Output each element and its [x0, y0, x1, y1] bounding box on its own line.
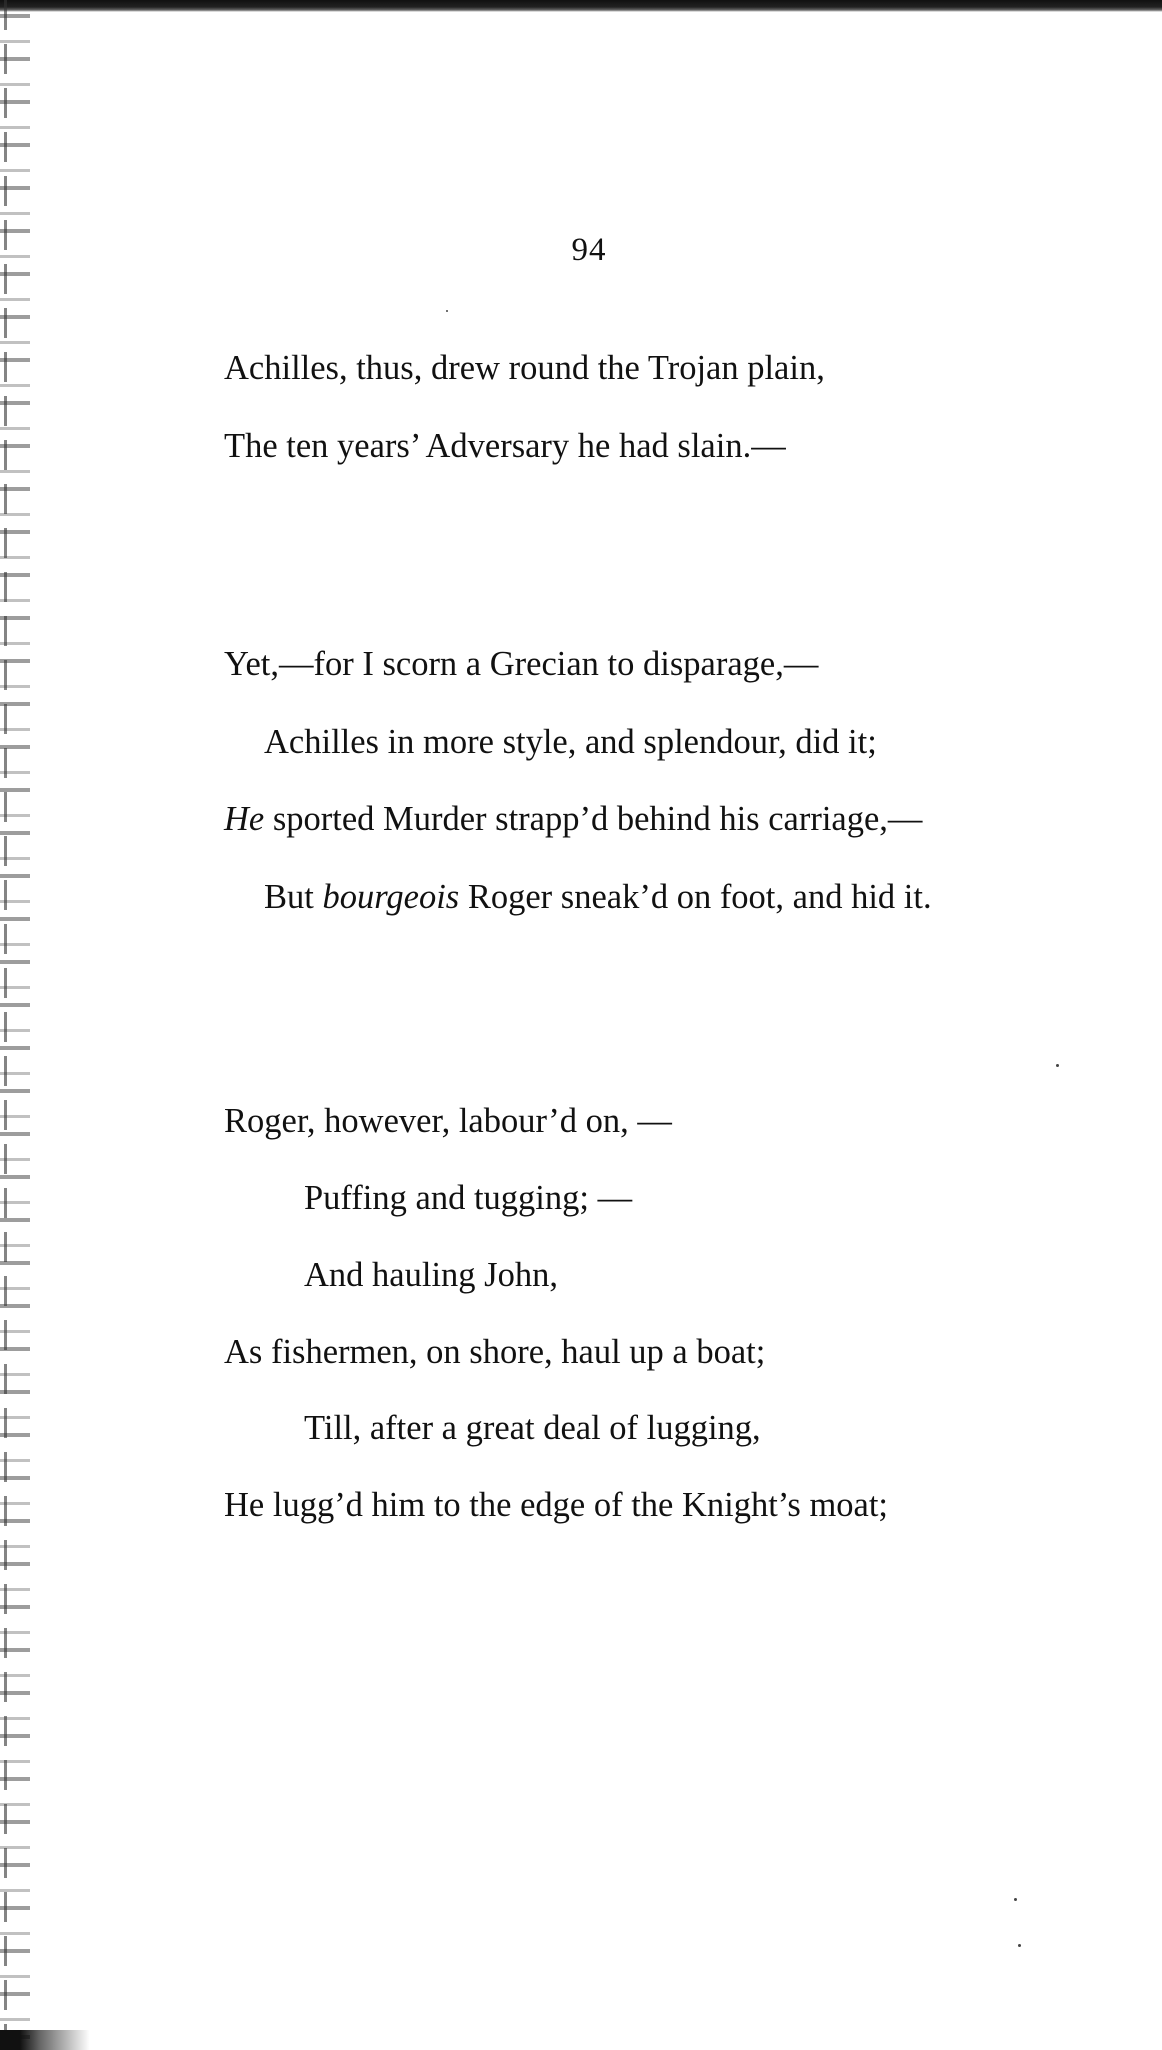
line-text: Yet,—for I scorn a Grecian to disparage,—	[224, 645, 819, 683]
line-italic-text: bourgeois	[322, 878, 460, 916]
page-corner-mark	[0, 2030, 90, 2050]
line-text: Roger, however, labour’d on, —	[224, 1102, 672, 1140]
line-text: The ten years’ Adversary he had slain.—	[224, 427, 786, 465]
line-text: Roger sneak’d on foot, and hid it.	[459, 878, 932, 916]
scan-speck	[1014, 1898, 1017, 1901]
poem-line	[224, 799, 922, 839]
scan-speck	[1018, 1944, 1021, 1947]
poem-line	[224, 426, 786, 466]
page-number: 94	[571, 232, 607, 268]
line-text: He lugg’d him to the edge of the Knight’s moat;	[224, 1486, 889, 1524]
line-text: Puffing and tugging; —	[304, 1179, 633, 1217]
scan-speck	[1056, 1064, 1059, 1067]
line-text: Achilles, thus, drew round the Trojan plain,	[224, 349, 825, 387]
line-text: And hauling John,	[304, 1256, 558, 1294]
scan-speck	[446, 310, 448, 312]
line-text: sported Murder strapp’d behind his carriage,—	[264, 800, 923, 838]
poem-line	[224, 348, 825, 388]
poem-line	[304, 1178, 632, 1218]
poem-line	[224, 1101, 672, 1141]
poem-line	[304, 1408, 761, 1448]
poem-line	[224, 644, 818, 684]
line-italic-text: He	[224, 800, 265, 838]
page-binding-line	[4, 0, 7, 2050]
page-top-edge	[0, 0, 1162, 12]
poem-line	[224, 1332, 765, 1372]
line-prefix-text: But	[264, 878, 323, 916]
poem-line	[264, 877, 932, 917]
poem-line	[304, 1255, 558, 1295]
line-text: As fishermen, on shore, haul up a boat;	[224, 1333, 766, 1371]
line-text: Till, after a great deal of lugging,	[304, 1409, 761, 1447]
poem-line	[264, 722, 877, 762]
poem-line	[224, 1485, 888, 1525]
line-text: Achilles in more style, and splendour, did it;	[264, 723, 877, 761]
